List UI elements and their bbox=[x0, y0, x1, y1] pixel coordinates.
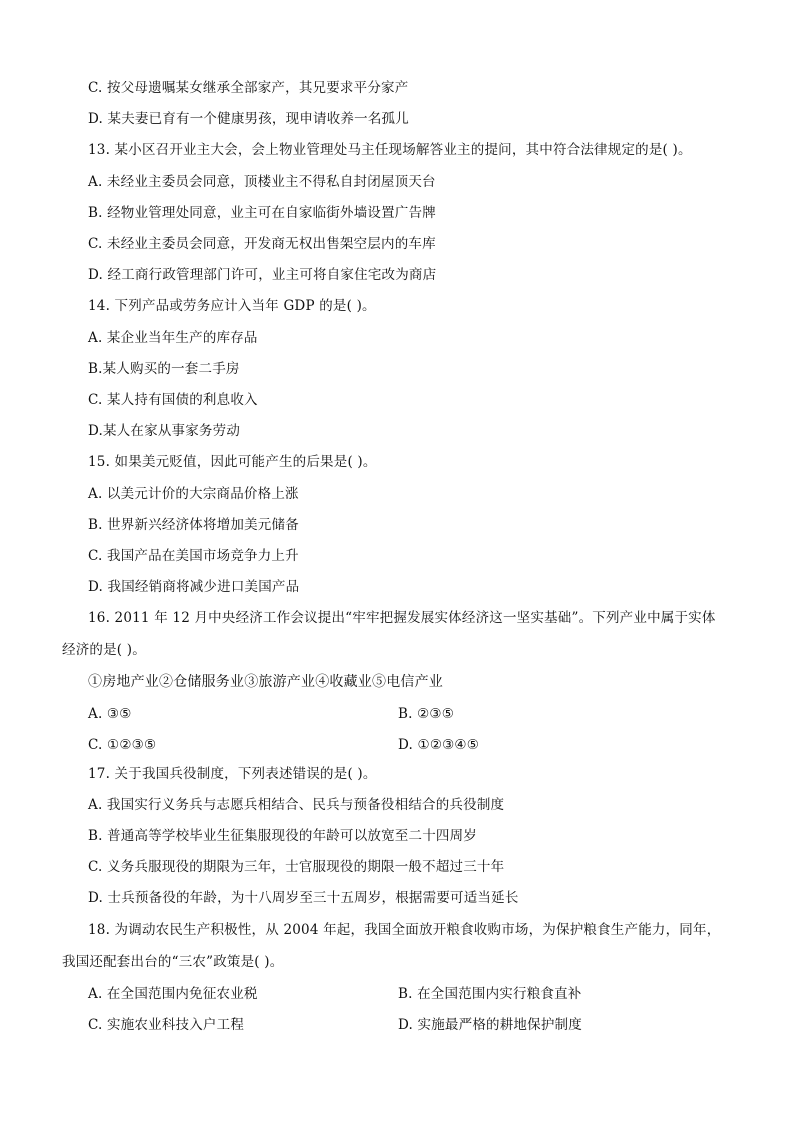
question-17-option-b: B. 普通高等学校毕业生征集服现役的年龄可以放宽至二十四周岁 bbox=[88, 828, 478, 844]
question-17-stem: 17. 关于我国兵役制度，下列表述错误的是( )。 bbox=[88, 766, 377, 782]
question-15-option-c: C. 我国产品在美国市场竞争力上升 bbox=[88, 548, 299, 564]
question-14-option-b: B.某人购买的一套二手房 bbox=[88, 361, 240, 377]
question-13-option-d: D. 经工商行政管理部门许可，业主可将自家住宅改为商店 bbox=[88, 267, 437, 283]
question-18-stem-line2: 我国还配套出台的“三农”政策是( )。 bbox=[62, 954, 284, 970]
question-18-stem-line1: 18. 为调动农民生产积极性，从 2004 年起，我国全面放开粮食收购市场，为保护粮食生产能力，同年， bbox=[88, 922, 721, 938]
question-16-option-b: B. ②③⑤ bbox=[398, 706, 455, 722]
question-15-option-b: B. 世界新兴经济体将增加美元储备 bbox=[88, 517, 299, 533]
question-14-stem: 14. 下列产品或劳务应计入当年 GDP 的是( )。 bbox=[88, 298, 376, 314]
question-16-item-list: ①房地产业②仓储服务业③旅游产业④收藏业⑤电信产业 bbox=[88, 674, 443, 690]
question-17-option-c: C. 义务兵服现役的期限为三年，士官服现役的期限一般不超过三十年 bbox=[88, 859, 505, 875]
option-c-previous: C. 按父母遗嘱某女继承全部家产，其兄要求平分家产 bbox=[88, 80, 409, 96]
question-14-option-c: C. 某人持有国债的利息收入 bbox=[88, 392, 258, 408]
question-13-stem: 13. 某小区召开业主大会，会上物业管理处马主任现场解答业主的提问，其中符合法律规定的是( )。 bbox=[88, 142, 692, 158]
question-16-option-d: D. ①②③④⑤ bbox=[398, 737, 480, 753]
question-16-stem-line2: 经济的是( )。 bbox=[62, 642, 146, 658]
question-13-option-a: A. 未经业主委员会同意，顶楼业主不得私自封闭屋顶天台 bbox=[88, 174, 436, 190]
question-18-option-a: A. 在全国范围内免征农业税 bbox=[88, 986, 258, 1002]
question-18-option-d: D. 实施最严格的耕地保护制度 bbox=[398, 1017, 582, 1033]
option-d-previous: D. 某夫妻已育有一个健康男孩，现申请收养一名孤儿 bbox=[88, 111, 409, 127]
question-14-option-d: D.某人在家从事家务劳动 bbox=[88, 423, 241, 439]
question-15-option-d: D. 我国经销商将减少进口美国产品 bbox=[88, 579, 300, 595]
question-13-option-b: B. 经物业管理处同意，业主可在自家临街外墙设置广告牌 bbox=[88, 205, 436, 221]
question-16-option-a: A. ③⑤ bbox=[88, 706, 132, 722]
question-15-stem: 15. 如果美元贬值，因此可能产生的后果是( )。 bbox=[88, 454, 377, 470]
question-18-option-b: B. 在全国范围内实行粮食直补 bbox=[398, 986, 582, 1002]
question-17-option-a: A. 我国实行义务兵与志愿兵相结合、民兵与预备役相结合的兵役制度 bbox=[88, 797, 505, 813]
question-13-option-c: C. 未经业主委员会同意，开发商无权出售架空层内的车库 bbox=[88, 236, 436, 252]
question-16-stem-line1: 16. 2011 年 12 月中央经济工作会议提出“牢牢把握发展实体经济这一坚实基础”。下列产业中属于实体 bbox=[88, 610, 716, 626]
question-15-option-a: A. 以美元计价的大宗商品价格上涨 bbox=[88, 486, 299, 502]
question-17-option-d: D. 士兵预备役的年龄，为十八周岁至三十五周岁，根据需要可适当延长 bbox=[88, 890, 519, 906]
question-16-option-c: C. ①②③⑤ bbox=[88, 737, 157, 753]
question-14-option-a: A. 某企业当年生产的库存品 bbox=[88, 330, 258, 346]
question-18-option-c: C. 实施农业科技入户工程 bbox=[88, 1017, 245, 1033]
